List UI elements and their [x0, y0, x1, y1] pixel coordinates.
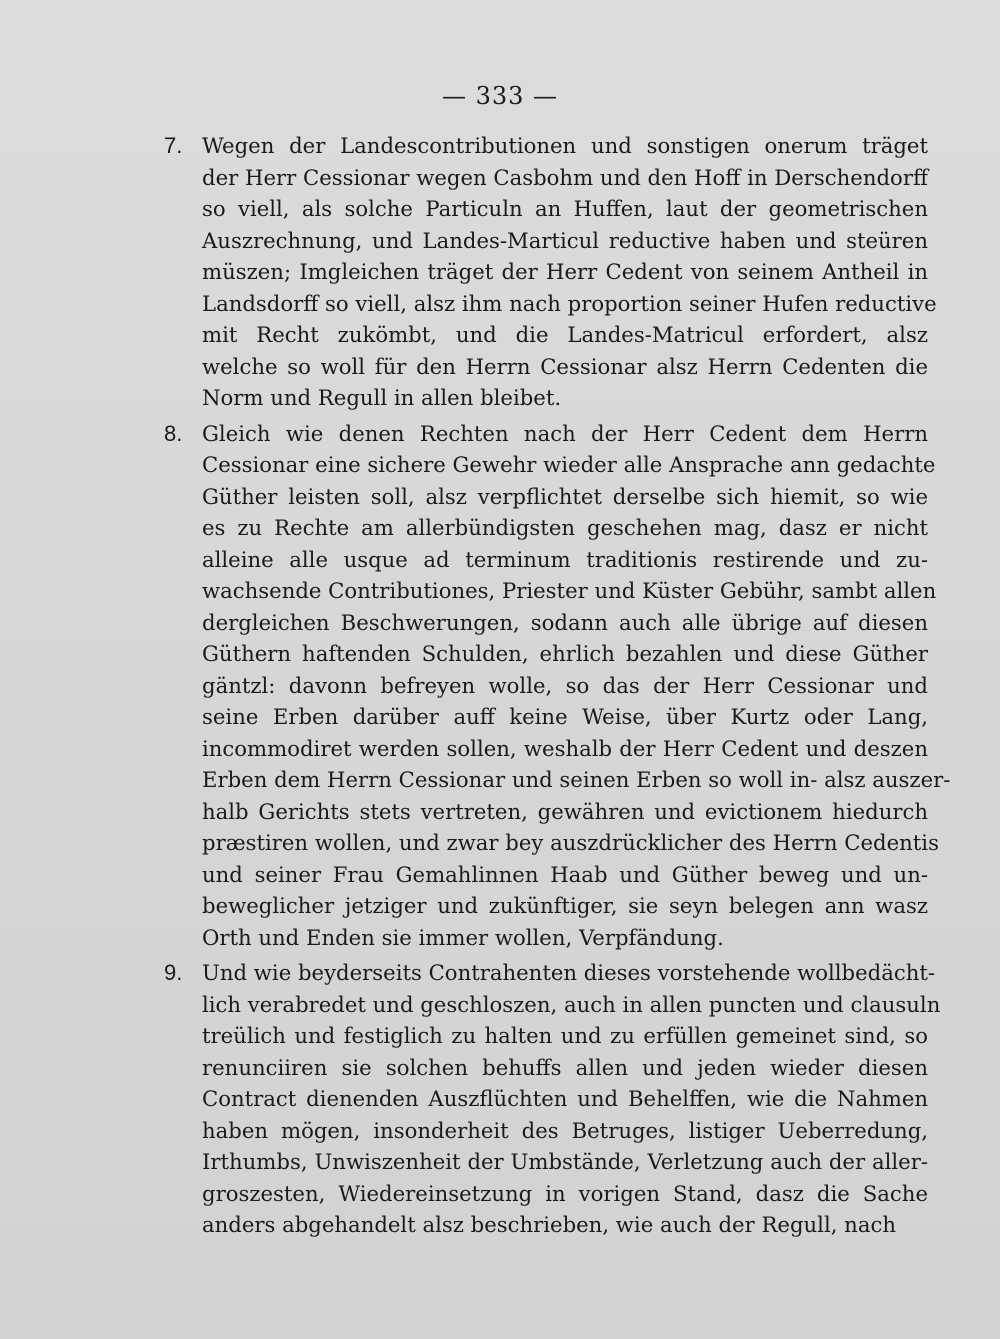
text-line: gäntzl: davonn befreyen wolle, so das der Herr Cessionar und — [202, 672, 928, 698]
text-line: Gleich wie denen Rechten nach der Herr Cedent dem Herrn — [202, 420, 928, 446]
paragraph-item — [164, 957, 941, 1241]
text-line: beweglicher jetziger und zukünftiger, sie seyn belegen ann wasz — [202, 893, 928, 918]
text-line: incommodiret werden sollen, weshalb der Herr Cedent und deszen — [202, 735, 928, 761]
text-line: Güther leisten soll, alsz verpflichtet derselbe sich hiemit, so wie — [202, 483, 928, 509]
paragraph-number: 9. — [164, 960, 183, 985]
text-line: müszen; Imgleichen träget der Herr Cedent von seinem Antheil in — [202, 259, 928, 284]
text-line: Orth und Enden sie immer wollen, Verpfändung. — [202, 924, 724, 950]
text-line: renunciiren sie solchen behuffs allen und jeden wieder diesen — [202, 1054, 928, 1080]
text-line: groszesten, Wiedereinsetzung in vorigen Stand, dasz die Sache — [202, 1180, 928, 1206]
text-line: der Herr Cessionar wegen Casbohm und den Hoff in Derschendorff — [202, 164, 928, 190]
text-line: Norm und Regull in allen bleibet. — [202, 385, 562, 410]
text-line: dergleichen Beschwerungen, sodann auch alle übrige auf diesen — [202, 609, 928, 635]
text-line: es zu Rechte am allerbündigsten geschehen mag, dasz er nicht — [202, 515, 928, 540]
text-line: Landsdorff so viell, alsz ihm nach proportion seiner Hufen reductive — [202, 290, 937, 316]
text-line: Cessionar eine sichere Gewehr wieder alle Ansprache ann gedachte — [202, 452, 936, 477]
text-line: und seiner Frau Gemahlinnen Haab und Güther beweg und un- — [202, 861, 928, 887]
text-line: halb Gerichts stets vertreten, gewähren und evictionem hiedurch — [202, 798, 928, 824]
text-line: mit Recht zukömbt, und die Landes-Matricul erfordert, alsz — [202, 322, 928, 347]
text-line: Und wie beyderseits Contrahenten dieses vorstehende wollbedächt- — [202, 960, 936, 985]
text-line: Güthern haftenden Schulden, ehrlich bezahlen und diese Güther — [202, 641, 928, 666]
text-line: alleine alle usque ad terminum traditionis restirende und zu- — [202, 546, 928, 572]
text-line: anders abgehandelt alsz beschrieben, wie auch der Regull, nach — [202, 1212, 896, 1237]
numbered-paragraph-list — [164, 130, 951, 1245]
text-line: lich verabredet und geschloszen, auch in allen puncten und clausuln — [202, 991, 941, 1017]
paragraph-item — [164, 418, 951, 954]
paragraph-number: 7. — [164, 133, 183, 158]
text-line: seine Erben darüber auff keine Weise, über Kurtz oder Lang, — [202, 704, 928, 729]
paragraph-number: 8. — [164, 420, 183, 446]
text-line: welche so woll für den Herrn Cessionar alsz Herrn Cedenten die — [202, 353, 928, 379]
text-line: Auszrechnung, und Landes-Marticul reductive haben und steüren — [202, 227, 928, 253]
text-line: wachsende Contributiones, Priester und Küster Gebühr, sambt allen — [202, 578, 937, 603]
text-line: præstiren wollen, und zwar bey auszdrücklicher des Herrn Cedentis — [202, 830, 939, 855]
page-number: — 333 — — [441, 82, 559, 110]
text-line: Contract dienenden Auszflüchten und Behelffen, wie die Nahmen — [202, 1086, 928, 1111]
paragraph-item — [164, 130, 937, 414]
text-line: so viell, als solche Particuln an Huffen, laut der geometrischen — [202, 196, 928, 221]
text-line: Erben dem Herrn Cessionar und seinen Erben so woll in- alsz auszer- — [202, 767, 951, 792]
text-line: Irthumbs, Unwiszenheit der Umbstände, Verletzung auch der aller- — [202, 1149, 928, 1174]
text-line: Wegen der Landescontributionen und sonstigen onerum träget — [202, 133, 928, 158]
text-line: haben mögen, insonderheit des Betruges, listiger Ueberredung, — [202, 1117, 928, 1143]
text-line: treülich und festiglich zu halten und zu erfüllen gemeinet sind, so — [202, 1023, 928, 1048]
